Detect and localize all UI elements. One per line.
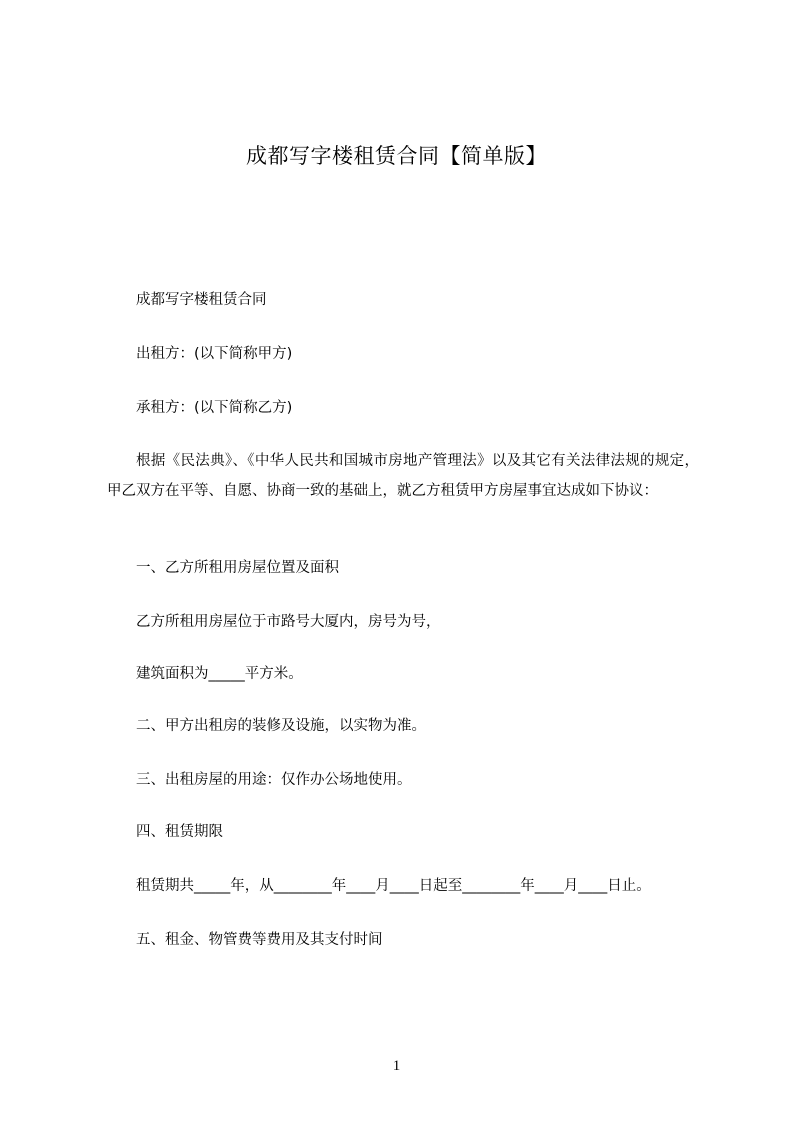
paragraph-location: 乙方所租用房屋位于市路号大厦内，房号为号， xyxy=(136,614,441,630)
paragraph-lessee: 承租方：(以下简称乙方) xyxy=(136,400,293,416)
document-title: 成都写字楼租赁合同【简单版】 xyxy=(246,144,547,168)
section-heading-3: 三、出租房屋的用途：仅作办公场地使用。 xyxy=(136,772,412,788)
section-heading-2: 二、甲方出租房的装修及设施，以实物为准。 xyxy=(136,718,426,734)
paragraph-lease-term: 租赁期共_____年，从________年____月____日起至________年____月____日止。 xyxy=(136,878,651,894)
paragraph-contract-name: 成都写字楼租赁合同 xyxy=(136,292,267,308)
section-heading-4: 四、租赁期限 xyxy=(136,824,223,840)
paragraph-preamble: 根据《民法典》、《中华人民共和国城市房地产管理法》以及其它有关法律法规的规定，甲乙双方在平等、自愿、协商一致的基础上，就乙方租赁甲方房屋事宜达成如下协议： xyxy=(107,453,699,499)
section-heading-5: 五、租金、物管费等费用及其支付时间 xyxy=(136,932,383,948)
page-number: 1 xyxy=(392,1058,401,1074)
paragraph-lessor: 出租方：(以下简称甲方) xyxy=(136,346,293,362)
paragraph-area: 建筑面积为_____平方米。 xyxy=(136,666,303,682)
section-heading-1: 一、乙方所租用房屋位置及面积 xyxy=(136,560,339,576)
